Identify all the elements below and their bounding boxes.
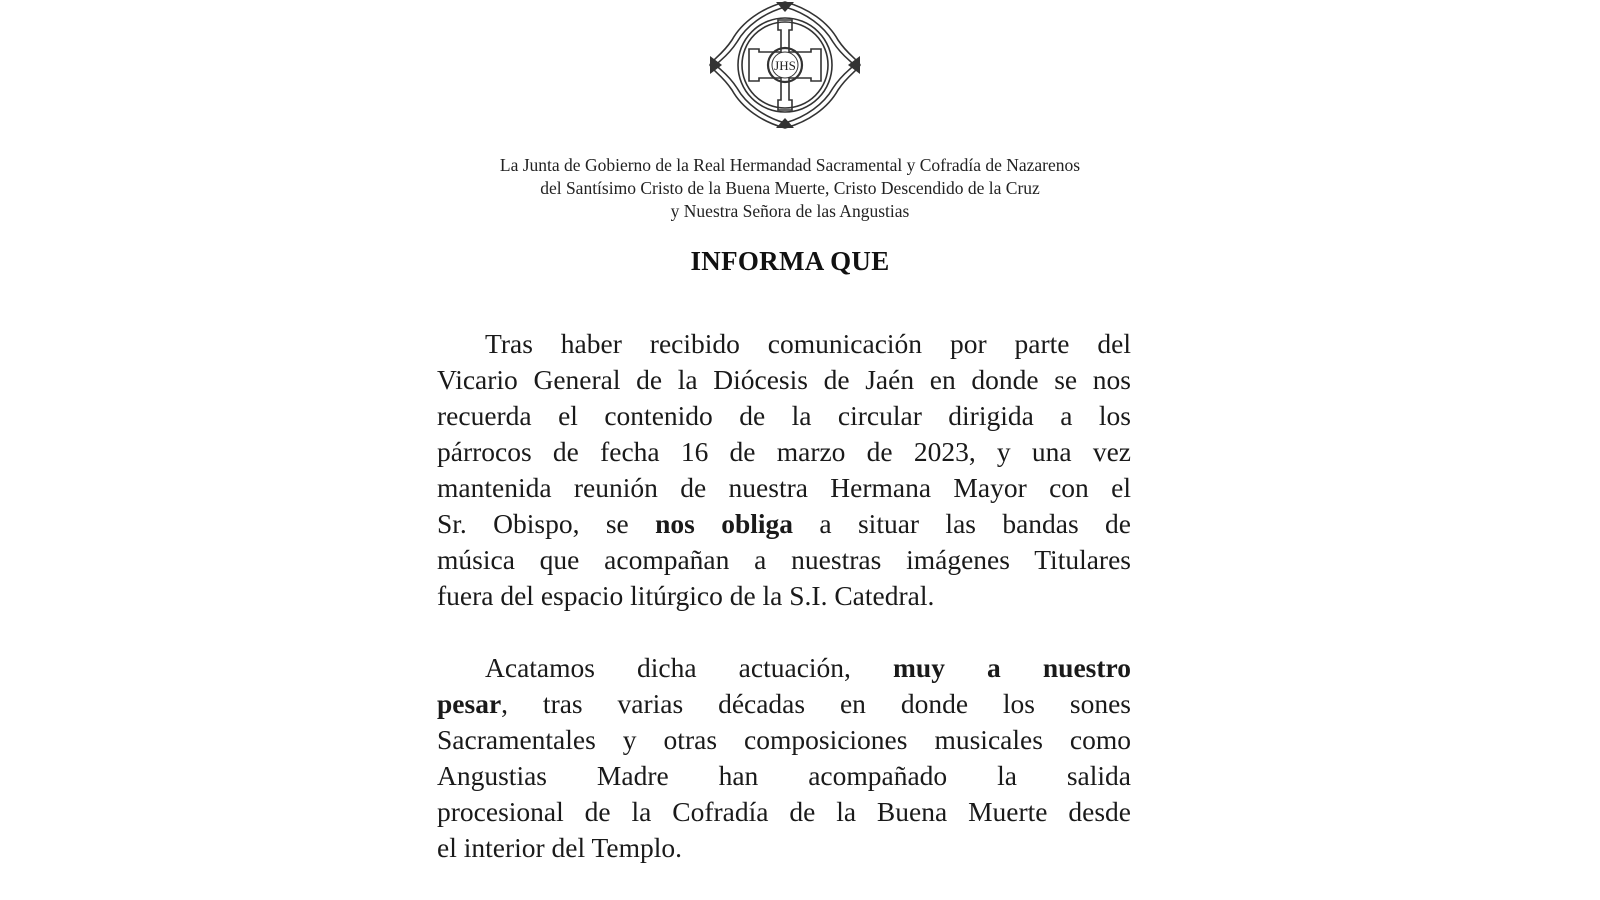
text-span: Acatamos dicha actuación,	[485, 652, 893, 683]
text-line: mantenida reunión de nuestra Hermana Mayor con el	[437, 472, 1131, 503]
text-line: Vicario General de la Diócesis de Jaén en donde se nos	[437, 364, 1131, 395]
text-span: , tras varias décadas en donde los sones	[501, 688, 1131, 719]
text-line	[437, 506, 1131, 542]
text-line: recuerda el contenido de la circular dirigida a los	[437, 400, 1131, 431]
header-line: del Santísimo Cristo de la Buena Muerte, Cristo Descendido de la Cruz	[540, 178, 1040, 198]
text-line: el interior del Templo.	[437, 832, 683, 863]
emphasis-nos-obliga: nos obliga	[655, 508, 794, 539]
text-span: Sr. Obispo, se	[437, 508, 656, 539]
text-line: Tras haber recibido comunicación por parte del	[485, 328, 1131, 359]
text-line: música que acompañan a nuestras imágenes Titulares	[437, 544, 1131, 575]
text-line: Angustias Madre han acompañado la salida	[437, 760, 1131, 791]
jhs-cross-emblem-icon	[708, 0, 862, 130]
paragraph-1	[437, 326, 1131, 614]
text-line: párrocos de fecha 16 de marzo de 2023, y una vez	[437, 436, 1131, 467]
text-line: procesional de la Cofradía de la Buena Muerte desde	[437, 796, 1131, 827]
text-line: Sacramentales y otras composiciones musicales como	[437, 724, 1131, 755]
emphasis-pesar: pesar	[437, 688, 502, 719]
emphasis-muy-a-nuestro: muy a nuestro	[893, 652, 1131, 683]
text-span: a situar las bandas de	[793, 508, 1132, 539]
text-line	[437, 686, 1131, 722]
text-line	[437, 650, 1131, 686]
header-line: La Junta de Gobierno de la Real Hermandad Sacramental y Cofradía de Nazarenos	[499, 155, 1081, 175]
text-line: fuera del espacio litúrgico de la S.I. Catedral.	[437, 580, 935, 611]
document-title: INFORMA QUE	[690, 246, 890, 276]
paragraph-2	[437, 650, 1131, 866]
header-line: y Nuestra Señora de las Angustias	[670, 201, 910, 221]
organization-header	[400, 154, 1180, 223]
svg-text:JHS: JHS	[774, 58, 796, 73]
